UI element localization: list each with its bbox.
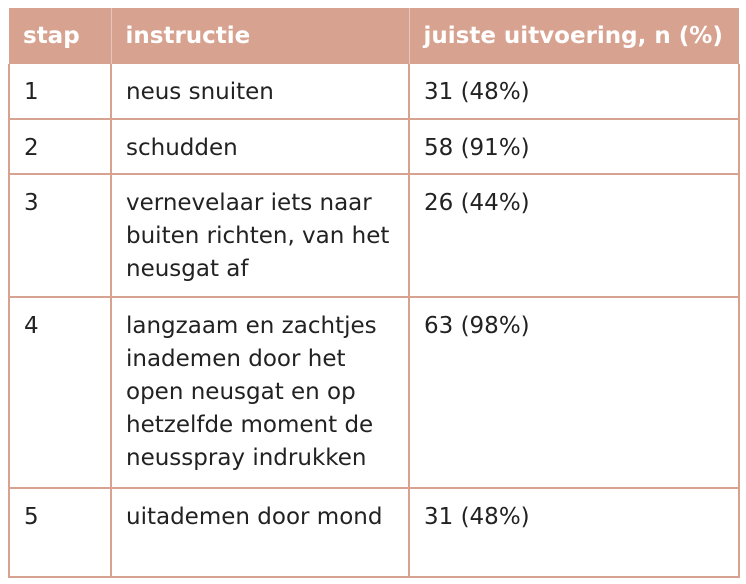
cell-instructie: schudden [111, 119, 409, 174]
cell-stap: 3 [9, 174, 111, 297]
cell-instructie: uitademen door mond [111, 488, 409, 577]
cell-juiste-uitvoering: 31 (48%) [409, 488, 739, 577]
cell-juiste-uitvoering: 58 (91%) [409, 119, 739, 174]
table-row [9, 297, 739, 488]
table-row [9, 488, 739, 577]
table-row [9, 119, 739, 174]
cell-instructie: vernevelaar iets naar buiten richten, van het neusgat af [111, 174, 409, 297]
table-row [9, 64, 739, 119]
instruction-table-container [8, 8, 738, 578]
cell-stap: 4 [9, 297, 111, 488]
cell-juiste-uitvoering: 63 (98%) [409, 297, 739, 488]
table-header-row [9, 8, 739, 64]
instruction-table [8, 8, 740, 578]
cell-instructie: neus snuiten [111, 64, 409, 119]
header-stap: stap [9, 8, 111, 64]
cell-stap: 5 [9, 488, 111, 577]
header-juiste-uitvoering: juiste uitvoering, n (%) [409, 8, 739, 64]
table-row [9, 174, 739, 297]
cell-juiste-uitvoering: 26 (44%) [409, 174, 739, 297]
cell-juiste-uitvoering: 31 (48%) [409, 64, 739, 119]
cell-instructie: langzaam en zachtjes inademen door het open neusgat en op hetzelfde moment de neusspray indrukken [111, 297, 409, 488]
header-instructie: instructie [111, 8, 409, 64]
cell-stap: 2 [9, 119, 111, 174]
cell-stap: 1 [9, 64, 111, 119]
